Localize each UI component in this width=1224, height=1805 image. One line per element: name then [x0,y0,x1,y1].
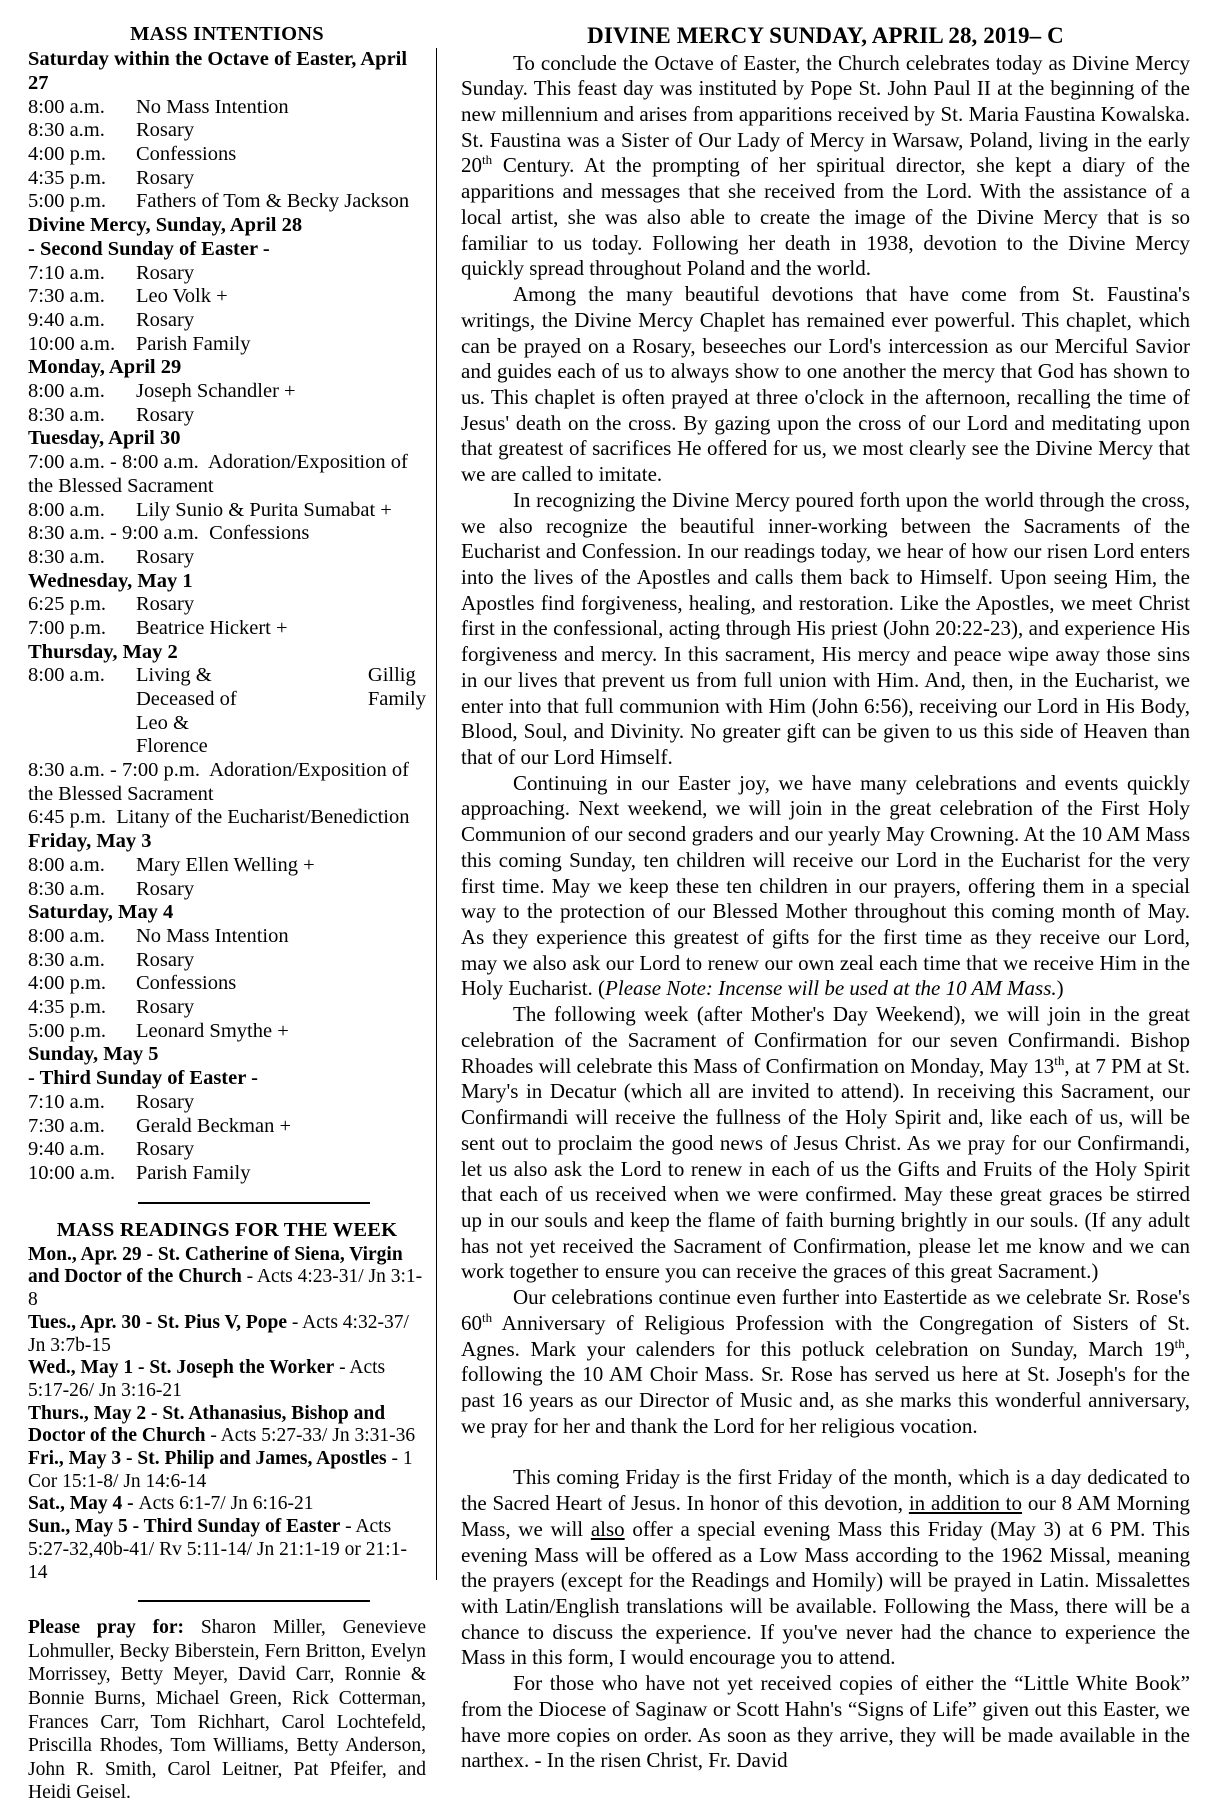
schedule-entry-time: 7:10 a.m. [28,1090,105,1113]
reading-item [28,1312,426,1357]
schedule-day-title: Saturday within the Octave of Easter, April 27 [28,48,408,94]
schedule-day-subtitle: - Second Sunday of Easter - [28,237,270,260]
schedule-entry [28,404,426,428]
schedule-entry-description: Litany of the Eucharist/Benediction [116,806,410,829]
schedule-entry-time: 8:00 a.m. [28,95,105,118]
schedule-entry [28,854,426,878]
emphasis-also: also [590,1516,625,1541]
text-run: To conclude the Octave of Easter, the Church celebrates today as Divine Mercy Sunday. This feast day was instituted by Pope St. John Paul II at the beginning of the new millennium and arises from apparitions received by St. Maria Faustina Kowalska. St. Faustina was a Sister of Our Lady of Mercy in Warsaw, Poland, living in the early 20 [461,50,1190,178]
paragraph-sacraments: In recognizing the Divine Mercy poured forth upon the world through the cross, we also recognize the beautiful inner-working between the Sacraments of the Eucharist and Confession. In our readings today, we hear of how our risen Lord enters into the lives of the Apostles and calls them back to Himself. Upon seeing Him, the Apostles find forgiveness, healing, and restoration. Like the Apostles, we meet Christ first in the confessional, acting through His priest (John 20:22-23), and experience His forgiveness and mercy. In this sacrament, His mercy and peace wipe away those sins in our lives that prevent us from full union with Him. And, then, in the Eucharist, we enter into that full communion with Him (John 6:56), receiving our Lord in His Body, Blood, Soul, and Divinity. No greater gift can be given to us this side of Heaven than that of our Lord Himself. [461,487,1190,769]
schedule-entry-description: Fathers of Tom & Becky Jackson [136,190,410,213]
reading-item [28,1357,426,1402]
schedule-entry-description: Rosary [136,308,195,331]
schedule-entry-description: Leonard Smythe + [136,1019,289,1042]
schedule-entry-time: 8:00 a.m. [28,498,105,521]
schedule-entry-description-cont: Gillig Family [367,664,426,711]
text-run: ) [1056,976,1064,1001]
schedule-entry-description: Confessions [136,972,237,995]
schedule-entry-time: 10:00 a.m. [28,332,116,355]
schedule-day-group [28,830,426,901]
mass-intentions-heading: MASS INTENTIONS [130,23,324,45]
reading-item [28,1516,426,1584]
schedule-entry [28,309,426,333]
ordinal-suffix: th [482,1309,493,1325]
reading-item [28,1493,426,1516]
reading-item [28,1448,426,1493]
reading-item-label: Thurs., May 2 - St. Athanasius, Bishop and Doctor of the Church [28,1402,386,1447]
text-run: The following week (after Mother's Day Weekend), we will join in the great celebration of the Sacrament of Confirmation for our seven Confirmandi. Bishop Rhoades will celebrate this Mass of Confirmation on Monday, May 13 [461,1002,1190,1078]
schedule-entry-time: 7:00 p.m. [28,616,107,639]
schedule-entry-time: 9:40 a.m. [28,308,105,331]
schedule-entry-description: Rosary [136,1090,195,1113]
text-run: Continuing in our Easter joy, we have many celebrations and events quickly approaching. Next weekend, we will join in the great celebration of the First Holy Communion of our second graders and our yearly May Crowning. At the 10 AM Mass this coming Sunday, ten children will receive our Lord in the Eucharist for the very first time. May we keep these ten children in our prayers, offering them in a special way to the protection of our Blessed Mother throughout this coming month of May. As they experience this greatest of gifts for the first time as they receive our Lord, may we also ask our Lord to renew our own zeal each time that we receive Him in the Holy Eucharist. ( [461,770,1190,1001]
text-run: Our celebrations continue even further into Eastertide as we celebrate Sr. Rose's 60 [461,1285,1190,1335]
reading-item-label: Sun., May 5 - Third Sunday of Easter [28,1516,341,1538]
text-run: , following the 10 AM Choir Mass. Sr. Rose has served us here at St. Joseph's for the past 16 years as our Director of Music and, as she marks this wonderful anniversary, we pray for her and thank the Lord for her religious vocation. [461,1336,1190,1438]
schedule-entry [28,167,426,191]
reading-item-citation: - Acts 4:32-37/ Jn 3:7b-15 [28,1311,409,1356]
schedule-entry-time: 4:35 p.m. [28,996,107,1018]
schedule-entry [28,119,426,143]
schedule-entry [28,593,426,617]
paragraph-first-communion [461,771,1190,1002]
schedule-entry-time: 8:30 a.m. - 7:00 p.m. [28,759,210,782]
paragraph-booklets: For those who have not yet received copies of either the “Little White Book” from the Diocese of Saginaw or Scott Hahn's “Signs of Life” given out this Easter, we have more copies on order. As soon as they arrive, they will be made available in the narthex. - In the risen Christ, Fr. David [461,1671,1190,1773]
schedule-entry [28,285,426,309]
schedule-entry [28,96,426,120]
schedule-entry-time: 10:00 a.m. [28,1161,116,1184]
schedule-entry-time: 4:00 p.m. [28,143,107,166]
schedule-entry-time: 7:00 a.m. - 8:00 a.m. [28,451,208,474]
schedule-entry-description: Confessions [136,143,237,166]
schedule-day-title: Sunday, May 5 [28,1043,159,1066]
schedule-entry-time: 7:30 a.m. [28,285,105,308]
schedule-day-title: Tuesday, April 30 [28,427,181,450]
schedule-day-group [28,356,426,427]
schedule-entry-time: 8:30 a.m. [28,119,105,142]
text-run: Anniversary of Religious Profession with the Congregation of Sisters of St. Agnes. Mark your calenders for this potluck celebration on Sunday, March 19 [461,1310,1190,1361]
page-title: DIVINE MERCY SUNDAY, APRIL 28, 2019– C [587,23,1064,48]
schedule-day-group [28,427,426,569]
schedule-entry [28,522,426,546]
paragraph-divine-mercy-origin [461,51,1190,282]
schedule-entry-description: Rosary [136,593,195,616]
schedule-entry-description: Rosary [136,1138,195,1161]
schedule-day-group [28,48,426,214]
schedule-entry [28,949,426,973]
reading-item-label: Wed., May 1 - St. Joseph the Worker [28,1357,335,1379]
schedule-entry-description: Parish Family [136,332,251,355]
schedule-day-subtitle: - Third Sunday of Easter - [28,1067,258,1090]
schedule-day-title: Friday, May 3 [28,830,152,853]
schedule-entry-description: Rosary [136,877,195,900]
reading-item-citation: - 1 Cor 15:1-8/ Jn 14:6-14 [28,1448,413,1492]
schedule-entry-description: Rosary [136,545,195,568]
schedule-entry-time: 8:30 a.m. - 9:00 a.m. [28,522,210,545]
schedule-entry [28,806,426,830]
schedule-entry-time: 5:00 p.m. [28,1019,107,1042]
schedule-entry-time: 8:00 a.m. [28,853,105,876]
schedule-entry-description: Beatrice Hickert + [136,616,288,639]
schedule-entry [28,996,426,1020]
schedule-entry [28,546,426,570]
reading-item-citation: - Acts 5:17-26/ Jn 3:16-21 [28,1357,386,1401]
reading-item [28,1403,426,1448]
text-run: offer a special evening Mass this Friday (May 3) at 6 PM. This evening Mass will be offered as a Low Mass according to the 1962 Missal, meaning the prayers (except for the Readings and Homily) will be prayed in Latin. Missalettes with Latin/English translations will be available. Following the Mass, there will be a chance to discuss the experience. If you've never had the chance to experience the Mass in this form, I would encourage you to attend. [461,1516,1190,1670]
schedule-entry-time: 8:00 a.m. [28,664,105,687]
schedule-entry-description: Joseph Schandler + [136,380,296,403]
schedule-entry-description: Living & Deceased of Leo & Florence [136,664,237,758]
schedule-day-group [28,1043,426,1185]
schedule-entry-time: 4:35 p.m. [28,166,107,189]
emphasis-in-addition-to: in addition to [908,1491,1022,1516]
schedule-entry-time: 8:00 a.m. [28,380,105,403]
prayer-list [28,1616,426,1805]
schedule-day-group [28,214,426,356]
schedule-entry-description: Rosary [136,261,195,284]
schedule-entry-description: Rosary [136,948,195,971]
schedule-entry-description: Mary Ellen Welling + [136,853,315,876]
schedule-day-title: Thursday, May 2 [28,640,178,663]
schedule-entry-time: 4:00 p.m. [28,972,107,995]
paragraph-first-friday-mass [461,1465,1190,1671]
paragraph-sr-rose-anniversary [461,1285,1190,1439]
schedule-entry-time: 8:30 a.m. [28,545,105,568]
schedule-entry [28,262,426,286]
paragraph-confirmation [461,1002,1190,1285]
schedule-entry-description: Leo Volk + [136,285,228,308]
schedule-day-group [28,570,426,641]
schedule-entry [28,617,426,641]
schedule-entry [28,1020,426,1044]
schedule-entry [28,1138,426,1162]
schedule-entry [28,333,426,357]
schedule-entry-description: Gerald Beckman + [136,1114,292,1137]
text-run: This coming Friday is the first Friday of the month, which is a day dedicated to the Sacred Heart of Jesus. In honor of this devotion, [461,1465,1190,1516]
schedule-entry-time: 8:30 a.m. [28,403,105,426]
reading-item [28,1244,426,1312]
schedule-entry-description: Adoration/Exposition of the Blessed Sacrament [28,451,408,497]
ordinal-suffix: th [1174,1335,1185,1351]
schedule-entry-time: 7:10 a.m. [28,261,105,284]
left-column [28,22,436,1805]
mass-intentions-schedule [28,48,426,1185]
schedule-entry-time: 8:00 a.m. [28,924,105,947]
incense-note: Please Note: Incense will be used at the 10 AM Mass. [605,976,1057,1001]
schedule-entry [28,190,426,214]
schedule-entry-description: Parish Family [136,1161,251,1184]
schedule-entry-description: Rosary [136,996,195,1018]
schedule-day-group [28,901,426,1043]
schedule-entry-description: Rosary [136,166,195,189]
schedule-entry-time: 5:00 p.m. [28,190,107,213]
schedule-entry-description: Rosary [136,403,195,426]
schedule-entry [28,451,426,498]
schedule-entry-description: Lily Sunio & Purita Sumabat + [136,498,392,521]
schedule-entry-time: 8:30 a.m. [28,948,105,971]
mass-readings-list [28,1244,426,1585]
reading-item-label: Fri., May 3 - St. Philip and James, Apostles [28,1448,387,1470]
prayer-list-names: Sharon Miller, Genevieve Lohmuller, Becky Biberstein, Fern Britton, Evelyn Morrissey, Betty Meyer, David Carr, Ronnie & Bonnie Burns, Michael Green, Rick Cotterman, Frances Carr, Tom Richhart, Carol Lochtefeld, Priscilla Rhodes, Tom Williams, Betty Anderson, John R. Smith, Carol Leitner, Pat Pfeifer, and Heidi Geisel. [28,1617,426,1804]
reading-item-citation: - Acts 5:27-32,40b-41/ Rv 5:11-14/ Jn 21:1-19 or 21:1-14 [28,1516,407,1583]
schedule-entry-description: Confessions [209,522,310,545]
schedule-entry [28,972,426,996]
schedule-entry [28,1162,426,1186]
schedule-entry [28,759,426,806]
reading-item-citation: Acts 6:1-7/ Jn 6:16-21 [138,1493,314,1515]
schedule-entry-description: Adoration/Exposition of the Blessed Sacrament [28,759,409,805]
schedule-entry-description: Rosary [136,119,195,142]
schedule-day-title: Wednesday, May 1 [28,569,193,592]
reading-item-citation: - Acts 4:23-31/ Jn 3:1-8 [28,1266,423,1311]
schedule-entry [28,664,426,759]
right-column [437,22,1190,1774]
schedule-entry [28,1115,426,1139]
paragraph-chaplet: Among the many beautiful devotions that have come from St. Faustina's writings, the Divine Mercy Chaplet has remained ever powerful. This chaplet, which can be prayed on a Rosary, beseeches our Lord's intercession as our Merciful Savior and guides each of us to always show to one another the mercy that God has shown to us. This chaplet is often prayed at three o'clock in the afternoon, recalling the time of Jesus' death on the cross. By gazing upon the cross of our Lord and meditating upon that greatest of sacrifices He offered for us, we most clearly see the Divine Mercy that we are called to imitate. [461,282,1190,487]
schedule-day-title: Divine Mercy, Sunday, April 28 [28,214,303,237]
mass-readings-heading: MASS READINGS FOR THE WEEK [56,1218,398,1241]
schedule-entry-time: 6:45 p.m. [28,806,117,829]
section-divider-rule-1 [138,1202,370,1204]
schedule-entry [28,380,426,404]
text-run: , at 7 PM at St. Mary's in Decatur (which all are invited to attend). In receiving this Sacrament, our Confirmandi will receive the fullness of the Holy Spirit and, like each of us, will be sent out to proclaim the good news of Jesus Christ. As we pray for our Confirmandi, let us also ask the Lord to renew in each of us the Gifts and Fruits of the Holy Spirit that each of us received when we were confirmed. May these great graces be stirred up in our souls and keep the flame of faith burning brightly in our souls. (If any adult has not yet received the Sacrament of Confirmation, please let me know and we can work together to ensure you can receive the graces of this great Sacrament.) [461,1053,1190,1284]
reading-item-label: Tues., Apr. 30 - St. Pius V, Pope [28,1311,287,1333]
schedule-entry [28,925,426,949]
schedule-entry-description: No Mass Intention [136,924,289,947]
schedule-entry-time: 7:30 a.m. [28,1114,105,1137]
schedule-entry [28,143,426,167]
schedule-entry [28,878,426,902]
text-run: our 8 AM Morning Mass, we will [461,1491,1190,1541]
reading-item-label: Sat., May 4 - [28,1493,139,1515]
text-run: Century. At the prompting of her spiritual director, she kept a diary of the apparitions and messages that she received from the Lord. With the assistance of a local artist, she was also able to create the image of the Divine Mercy that is so familiar to us today. Following her death in 1938, devotion to the Divine Mercy quickly spread throughout Poland and the world. [461,153,1190,281]
schedule-day-title: Saturday, May 4 [28,901,174,924]
prayer-list-label: Please pray for: [28,1617,185,1639]
schedule-entry [28,1091,426,1115]
schedule-entry-time: 6:25 p.m. [28,593,107,616]
schedule-day-title: Monday, April 29 [28,356,182,379]
reading-item-citation: - Acts 5:27-33/ Jn 3:31-36 [205,1425,416,1447]
section-divider-rule-2 [138,1600,370,1602]
schedule-entry-time: 9:40 a.m. [28,1138,105,1161]
schedule-entry [28,499,426,523]
ordinal-suffix: th [482,152,493,168]
schedule-entry-time: 8:30 a.m. [28,877,105,900]
schedule-entry-description: No Mass Intention [136,95,289,118]
reading-item-label: Mon., Apr. 29 - St. Catherine of Siena, Virgin and Doctor of the Church [28,1243,403,1288]
ordinal-suffix: th [1054,1052,1065,1068]
schedule-day-group [28,641,426,830]
